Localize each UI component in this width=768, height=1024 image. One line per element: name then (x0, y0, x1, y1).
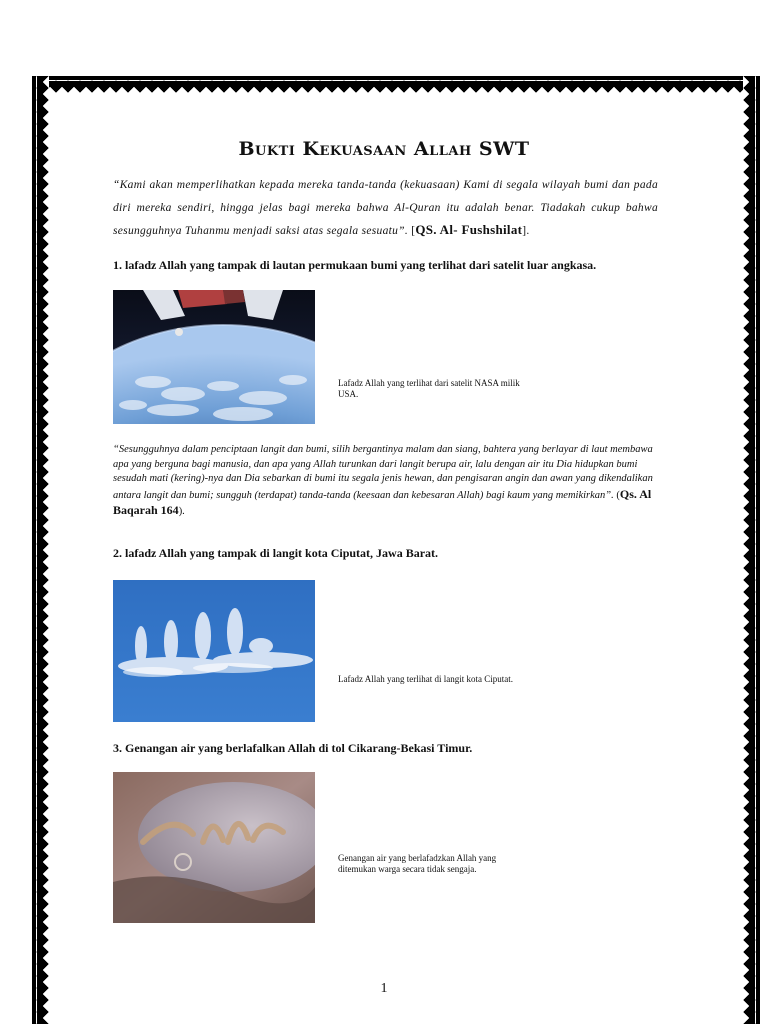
section-heading-2: 2. lafadz Allah yang tampak di langit kota Ciputat, Jawa Barat. (113, 546, 439, 560)
ref-open: [ (411, 225, 416, 237)
page-number: 1 (380, 981, 388, 996)
opening-quote (113, 174, 658, 243)
caption-1: Lafadz Allah yang terlihat dari satelit NASA milik USA. (338, 378, 520, 399)
earth-from-satellite-photo (113, 290, 315, 424)
ref-close: ). (178, 506, 185, 517)
section-heading-1: 1. lafadz Allah yang tampak di lautan permukaan bumi yang terlihat dari satelit luar angkasa. (113, 258, 597, 272)
section-heading-3: 3. Genangan air yang berlafalkan Allah di tol Cikarang-Bekasi Timur. (113, 741, 473, 755)
ref-close: ]. (522, 225, 530, 237)
second-quote-text: “Sesungguhnya dalam penciptaan langit dan bumi, silih bergantinya malam dan siang, bahtera yang berlayar di laut membawa apa yang berguna bagi manusia, dan apa yang Allah turunkan dari langit berupa air, lalu dengan air itu Dia hidupkan bumi sesudah mati (kering)-nya dan Dia sebarkan di bumi itu segala jenis hewan, dan pengisaran angin dan awan yang dikendalikan antara langit dan bumi; sungguh (terdapat) tanda-tanda (keesaan dan kebesaran Allah) bagi kaum yang memikirkan”. (113, 444, 653, 501)
opening-quote-text: “Kami akan memperlihatkan kepada mereka tanda-tanda (kekuasaan) Kami di segala wilayah bumi dan pada diri mereka sendiri, hingga jelas bagi mereka bahwa Al-Quran itu adalah benar. Tiadakah cukup bahwa sesungguhnya Tuhanmu menjadi saksi atas segala sesuatu”. (113, 179, 658, 237)
second-quote (113, 443, 658, 520)
cloud-in-sky-photo (113, 580, 315, 722)
water-puddle-photo (113, 772, 315, 923)
page-title: Bukti Kekuasaan Allah SWT (238, 138, 530, 160)
ref-source: QS. Al- Fushshilat (415, 222, 523, 237)
caption-3: Genangan air yang berlafadzkan Allah yang ditemukan warga secara tidak sengaja. (338, 853, 497, 874)
ref-open: ( (616, 489, 620, 501)
ref-source: Qs. Al Baqarah 164 (113, 486, 652, 517)
opening-quote-reference (411, 222, 530, 237)
caption-2: Lafadz Allah yang terlihat di langit kota Ciputat. (338, 674, 513, 684)
